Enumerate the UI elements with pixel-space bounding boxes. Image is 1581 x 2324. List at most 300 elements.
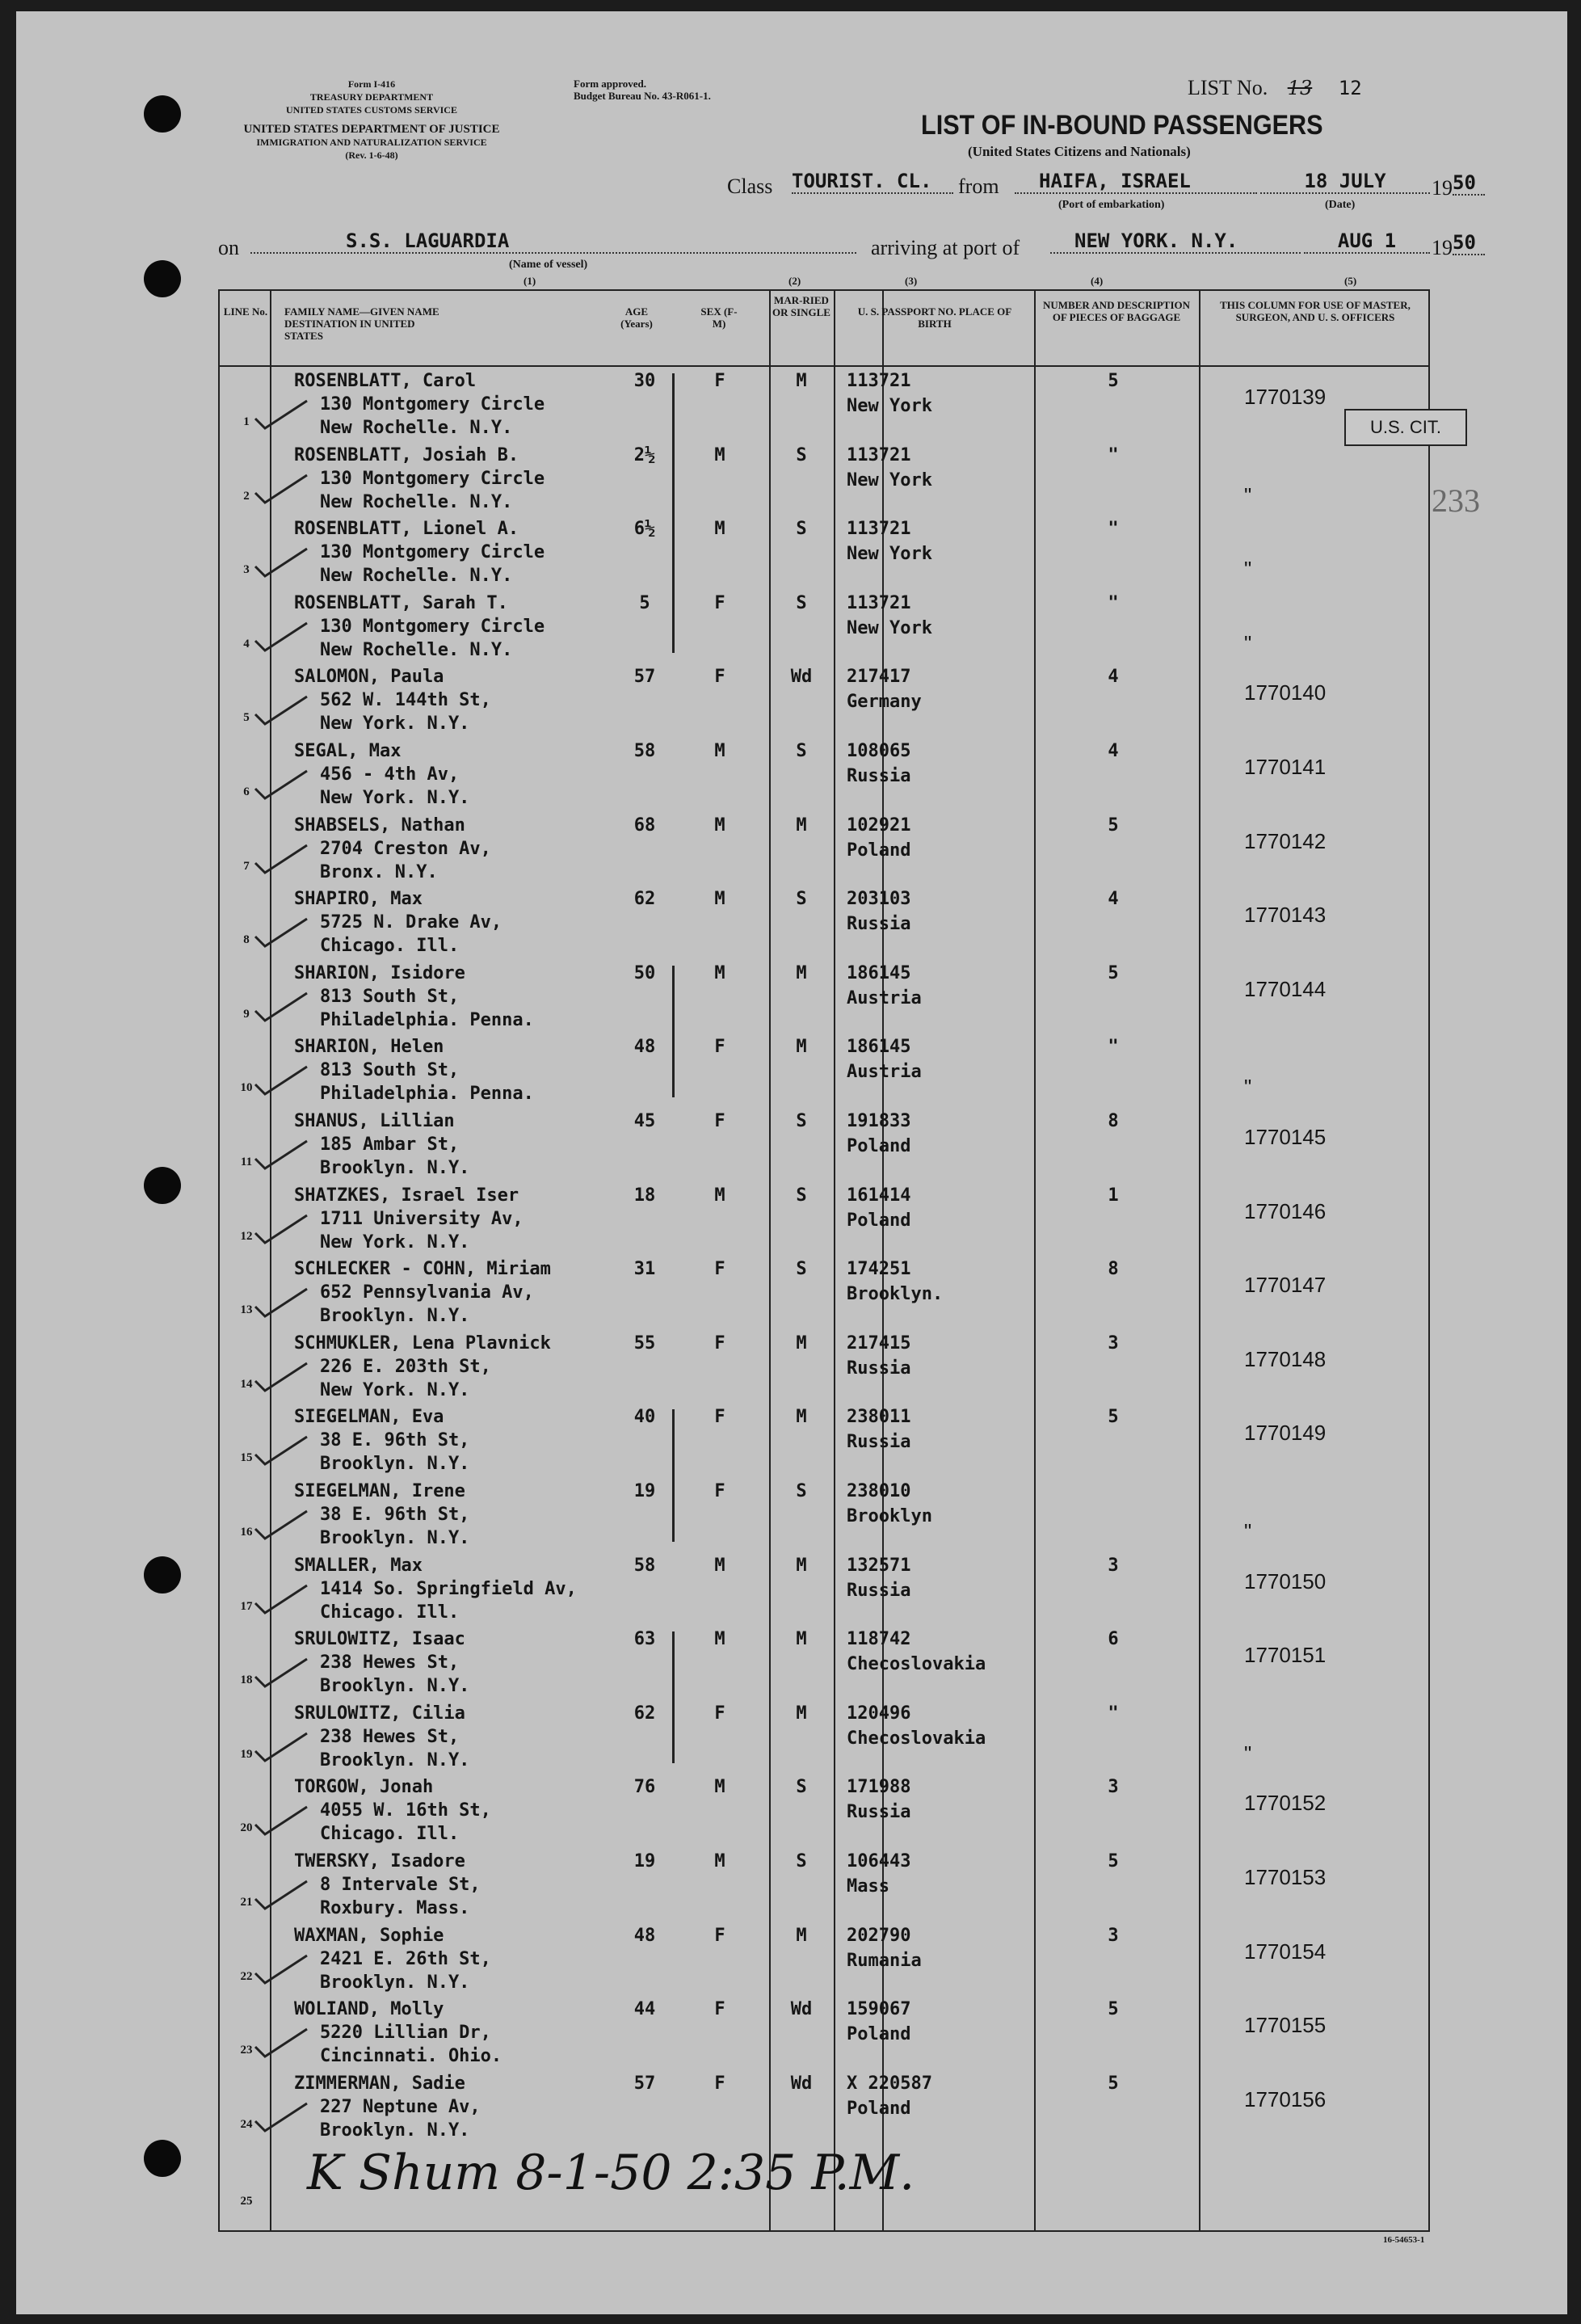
address-city: Chicago. Ill. xyxy=(320,1824,460,1845)
line-number: 20 xyxy=(240,1821,253,1835)
place-of-birth: New York xyxy=(847,469,932,490)
approved-text: Form approved. xyxy=(574,78,647,90)
address-city: Chicago. Ill. xyxy=(320,936,460,957)
sex: F xyxy=(714,592,725,613)
address-city: Brooklyn. N.Y. xyxy=(320,1972,470,1993)
age: 62 xyxy=(633,1703,656,1724)
address-street: 813 South St, xyxy=(320,1060,460,1081)
table-row xyxy=(220,885,1428,959)
page-title: LIST OF IN-BOUND PASSENGERS xyxy=(921,110,1323,141)
th-name: FAMILY NAME—GIVEN NAME DESTINATION IN UNITED STATES xyxy=(284,305,439,342)
sex: F xyxy=(714,1259,725,1280)
address-street: 238 Hewes St, xyxy=(320,1726,460,1747)
baggage-count: 8 xyxy=(1108,1111,1119,1131)
binder-hole xyxy=(144,260,181,297)
binder-hole xyxy=(144,1556,181,1594)
passenger-name: SHARION, Helen xyxy=(294,1037,444,1058)
officer-note: 1770154 xyxy=(1244,1939,1327,1964)
sex: F xyxy=(714,2073,725,2094)
checkmark-icon xyxy=(254,1952,310,1985)
place-of-birth: Russia xyxy=(847,1802,911,1823)
line-number: 21 xyxy=(240,1896,253,1909)
officer-note: " xyxy=(1244,1519,1252,1543)
sex: F xyxy=(714,1111,725,1131)
marital-status: M xyxy=(796,962,807,983)
baggage-count: 4 xyxy=(1108,667,1119,688)
age: 48 xyxy=(633,1037,656,1058)
sex: M xyxy=(714,1777,725,1798)
age: 45 xyxy=(633,1111,656,1131)
passenger-name: SIEGELMAN, Irene xyxy=(294,1481,465,1501)
checkmark-icon xyxy=(254,1360,310,1392)
passport-number: 203103 xyxy=(847,889,911,910)
arrival-year-prefix: 19 xyxy=(1432,236,1453,259)
marital-status: M xyxy=(796,1555,807,1576)
passport-number: 191833 xyxy=(847,1111,911,1131)
address-street: 130 Montgomery Circle xyxy=(320,616,545,637)
address-city: New York. N.Y. xyxy=(320,714,470,735)
address-city: Cincinnati. Ohio. xyxy=(320,2046,502,2067)
page-subtitle: (United States Citizens and Nationals) xyxy=(968,144,1191,159)
place-of-birth: Russia xyxy=(847,1358,911,1379)
place-of-birth: Poland xyxy=(847,2024,911,2045)
marital-status: S xyxy=(796,1777,807,1798)
passenger-name: WOLIAND, Molly xyxy=(294,1999,444,2020)
treasury-dept: TREASURY DEPARTMENT xyxy=(309,91,434,103)
passenger-name: SIEGELMAN, Eva xyxy=(294,1407,444,1428)
table-row xyxy=(220,737,1428,811)
address-street: 185 Ambar St, xyxy=(320,1135,460,1155)
passenger-name: ROSENBLATT, Lionel A. xyxy=(294,519,519,540)
place-of-birth: Russia xyxy=(847,766,911,786)
checkmark-icon xyxy=(254,545,310,578)
baggage-count: 3 xyxy=(1108,1777,1119,1798)
marital-status: S xyxy=(796,741,807,761)
age: 6½ xyxy=(633,519,656,540)
line-number: 23 xyxy=(240,2044,253,2057)
th-sex: SEX (F-M) xyxy=(700,305,738,330)
checkmark-icon xyxy=(254,693,310,726)
table-row xyxy=(220,589,1428,663)
sex: M xyxy=(714,889,725,910)
address-city: New Rochelle. N.Y. xyxy=(320,491,513,512)
checkmark-icon xyxy=(254,2100,310,2132)
address-street: 130 Montgomery Circle xyxy=(320,468,545,489)
marital-status: S xyxy=(796,1185,807,1206)
age: 31 xyxy=(633,1259,656,1280)
document-sheet xyxy=(16,11,1567,2314)
sex: F xyxy=(714,1407,725,1428)
table-row xyxy=(220,1107,1428,1181)
line-number: 24 xyxy=(240,2117,253,2131)
baggage-count: 5 xyxy=(1108,962,1119,983)
line-number: 12 xyxy=(240,1229,253,1243)
family-bracket xyxy=(672,1631,675,1763)
sex: F xyxy=(714,667,725,688)
address-city: Philadelphia. Penna. xyxy=(320,1009,534,1030)
officer-note: 1770152 xyxy=(1244,1791,1327,1816)
passenger-name: SHARION, Isidore xyxy=(294,962,465,983)
table-row xyxy=(220,1699,1428,1774)
line-number-25: 25 xyxy=(240,2195,253,2208)
passenger-name: SCHLECKER - COHN, Miriam xyxy=(294,1259,551,1280)
passenger-name: SALOMON, Paula xyxy=(294,667,444,688)
checkmark-icon xyxy=(254,1434,310,1466)
baggage-count: " xyxy=(1108,444,1119,465)
address-city: Brooklyn. N.Y. xyxy=(320,1306,470,1327)
officer-note: 1770146 xyxy=(1244,1198,1327,1223)
address-street: 130 Montgomery Circle xyxy=(320,542,545,563)
baggage-count: 3 xyxy=(1108,1925,1119,1946)
checkmark-icon xyxy=(254,1508,310,1540)
passport-number: 102921 xyxy=(847,815,911,836)
address-city: New Rochelle. N.Y. xyxy=(320,566,513,587)
ins-service: IMMIGRATION AND NATURALIZATION SERVICE xyxy=(256,137,487,148)
passenger-table xyxy=(218,289,1430,2232)
table-row xyxy=(220,811,1428,886)
officer-note: 1770145 xyxy=(1244,1125,1327,1149)
age: 55 xyxy=(633,1333,656,1354)
officer-note: 1770148 xyxy=(1244,1346,1327,1371)
baggage-count: 4 xyxy=(1108,889,1119,910)
officer-note: 1770151 xyxy=(1244,1643,1327,1668)
sex: M xyxy=(714,444,725,465)
vessel-name: S.S. LAGUARDIA xyxy=(250,229,856,254)
sex: M xyxy=(714,1185,725,1206)
budget-text: Budget Bureau No. 43-R061-1. xyxy=(574,90,711,102)
th-officers: THIS COLUMN FOR USE OF MASTER, SURGEON, AND U. S. OFFICERS xyxy=(1220,299,1411,323)
table-row xyxy=(220,1181,1428,1256)
th-line-no: LINE No. xyxy=(223,305,268,318)
passport-number: 113721 xyxy=(847,371,911,391)
passport-number: 132571 xyxy=(847,1555,911,1576)
sex: M xyxy=(714,815,725,836)
age: 40 xyxy=(633,1407,656,1428)
address-city: Roxbury. Mass. xyxy=(320,1898,470,1918)
revision: (Rev. 1-6-48) xyxy=(345,149,398,161)
address-city: New Rochelle. N.Y. xyxy=(320,418,513,438)
age: 18 xyxy=(633,1185,656,1206)
stamp-text: U.S. CIT. xyxy=(1369,417,1441,437)
age: 30 xyxy=(633,371,656,391)
officer-note: 1770141 xyxy=(1244,755,1327,779)
age: 68 xyxy=(633,815,656,836)
address-city: Brooklyn. N.Y. xyxy=(320,1454,470,1475)
address-street: 227 Neptune Av, xyxy=(320,2096,481,2117)
address-street: 4055 W. 16th St, xyxy=(320,1800,491,1821)
address-city: New York. N.Y. xyxy=(320,788,470,808)
baggage-count: 5 xyxy=(1108,815,1119,836)
baggage-count: 3 xyxy=(1108,1555,1119,1576)
address-street: 38 E. 96th St, xyxy=(320,1505,470,1525)
age: 76 xyxy=(633,1777,656,1798)
line-number: 4 xyxy=(243,637,250,650)
place-of-birth: New York xyxy=(847,617,932,638)
place-of-birth: Russia xyxy=(847,1432,911,1453)
address-street: 2421 E. 26th St, xyxy=(320,1948,491,1969)
from-label: from xyxy=(958,175,999,198)
age: 2½ xyxy=(633,444,656,465)
port-of-embarkation: HAIFA, ISRAEL xyxy=(1015,170,1257,194)
address-street: 1711 University Av, xyxy=(320,1208,523,1229)
port-of-arrival: NEW YORK. N.Y. xyxy=(1050,229,1301,254)
line-number: 9 xyxy=(243,1007,250,1021)
passport-number: 238011 xyxy=(847,1407,911,1428)
passenger-name: SHANUS, Lillian xyxy=(294,1111,455,1131)
address-street: 5725 N. Drake Av, xyxy=(320,912,502,933)
sex: M xyxy=(714,741,725,761)
checkmark-icon xyxy=(254,1656,310,1688)
line-number: 14 xyxy=(240,1377,253,1391)
address-city: Brooklyn. N.Y. xyxy=(320,2120,470,2141)
passenger-name: SMALLER, Max xyxy=(294,1555,423,1576)
line-number: 13 xyxy=(240,1303,253,1317)
baggage-count: 5 xyxy=(1108,1851,1119,1871)
address-city: Chicago. Ill. xyxy=(320,1602,460,1623)
passport-number: 108065 xyxy=(847,741,911,761)
baggage-count: " xyxy=(1108,519,1119,540)
list-no-label: LIST No. xyxy=(1188,76,1268,99)
table-row xyxy=(220,441,1428,516)
address-city: Brooklyn. N.Y. xyxy=(320,1676,470,1697)
table-row xyxy=(220,1477,1428,1551)
age: 63 xyxy=(633,1629,656,1650)
table-row xyxy=(220,1403,1428,1477)
passport-number: 186145 xyxy=(847,1037,911,1058)
checkmark-icon xyxy=(254,1286,310,1318)
passenger-name: ROSENBLATT, Carol xyxy=(294,371,477,391)
form-number: Form I-416 xyxy=(347,78,396,90)
stamp-number: 233 xyxy=(1432,482,1480,519)
officer-note: 1770149 xyxy=(1244,1421,1327,1446)
table-row xyxy=(220,1625,1428,1699)
checkmark-icon xyxy=(254,1138,310,1170)
address-street: 2704 Creston Av, xyxy=(320,838,491,859)
form-approval xyxy=(574,78,711,102)
place-of-birth: Germany xyxy=(847,692,922,713)
place-of-birth: Brooklyn. xyxy=(847,1284,944,1305)
table-row xyxy=(220,959,1428,1034)
place-of-birth: Checoslovakia xyxy=(847,1654,986,1675)
address-city: Brooklyn. N.Y. xyxy=(320,1158,470,1178)
justice-dept: UNITED STATES DEPARTMENT OF JUSTICE xyxy=(243,123,500,136)
footer-code: 16-54653-1 xyxy=(1383,2235,1425,2245)
address-city: New York. N.Y. xyxy=(320,1379,470,1400)
class-label: Class xyxy=(727,175,773,198)
th-baggage: NUMBER AND DESCRIPTION OF PIECES OF BAGGAGE xyxy=(1042,299,1191,323)
baggage-count: 5 xyxy=(1108,2073,1119,2094)
officer-note: 1770143 xyxy=(1244,903,1327,928)
table-row xyxy=(220,1033,1428,1107)
marital-status: S xyxy=(796,889,807,910)
line-number: 10 xyxy=(240,1081,253,1095)
line-number: 6 xyxy=(243,785,250,798)
col-num-1: (1) xyxy=(523,275,536,287)
officer-note: " xyxy=(1244,1075,1252,1100)
sex: F xyxy=(714,1925,725,1946)
address-street: 1414 So. Springfield Av, xyxy=(320,1578,577,1599)
officer-note: 1770147 xyxy=(1244,1273,1327,1298)
passport-number: 186145 xyxy=(847,962,911,983)
place-of-birth: Poland xyxy=(847,1210,911,1231)
table-row xyxy=(220,515,1428,589)
line-number: 3 xyxy=(243,563,250,577)
passenger-name: SRULOWITZ, Cilia xyxy=(294,1703,465,1724)
address-street: 238 Hewes St, xyxy=(320,1652,460,1674)
line-number: 1 xyxy=(243,415,250,428)
arriving-label: arriving at port of xyxy=(871,236,1020,259)
passenger-name: ROSENBLATT, Josiah B. xyxy=(294,444,519,465)
passenger-name: SHAPIRO, Max xyxy=(294,889,423,910)
passenger-name: SRULOWITZ, Isaac xyxy=(294,1629,465,1650)
sex: F xyxy=(714,1333,725,1354)
sex: M xyxy=(714,1555,725,1576)
checkmark-icon xyxy=(254,1730,310,1762)
address-street: 456 - 4th Av, xyxy=(320,764,460,785)
passport-number: 113721 xyxy=(847,519,911,540)
checkmark-icon xyxy=(254,842,310,874)
checkmark-icon xyxy=(254,2026,310,2058)
address-city: New York. N.Y. xyxy=(320,1231,470,1253)
marital-status: S xyxy=(796,519,807,540)
baggage-count: 5 xyxy=(1108,1407,1119,1428)
passenger-name: ROSENBLATT, Sarah T. xyxy=(294,592,508,613)
officer-note: 1770156 xyxy=(1244,2086,1327,2111)
sex: F xyxy=(714,1037,725,1058)
age: 50 xyxy=(633,962,656,983)
marital-status: M xyxy=(796,1333,807,1354)
place-of-birth: Poland xyxy=(847,1136,911,1156)
passenger-name: SCHMUKLER, Lena Plavnick xyxy=(294,1333,551,1354)
passport-number: 217417 xyxy=(847,667,911,688)
sex: F xyxy=(714,371,725,391)
col-num-2: (2) xyxy=(788,275,801,287)
family-bracket xyxy=(672,373,675,653)
checkmark-icon xyxy=(254,1804,310,1836)
passport-number: 106443 xyxy=(847,1851,911,1871)
marital-status: S xyxy=(796,444,807,465)
marital-status: M xyxy=(796,1703,807,1724)
th-age: AGE (Years) xyxy=(620,305,653,330)
passenger-name: SHATZKES, Israel Iser xyxy=(294,1185,519,1206)
address-street: 130 Montgomery Circle xyxy=(320,394,545,415)
passport-number: 238010 xyxy=(847,1481,911,1501)
port-caption: (Port of embarkation) xyxy=(1058,199,1165,211)
passenger-name: TWERSKY, Isadore xyxy=(294,1851,465,1871)
passport-number: 159067 xyxy=(847,1999,911,2020)
baggage-count: 5 xyxy=(1108,1999,1119,2020)
sex: M xyxy=(714,1851,725,1871)
sex: M xyxy=(714,519,725,540)
passenger-name: TORGOW, Jonah xyxy=(294,1777,434,1798)
passport-number: 113721 xyxy=(847,444,911,465)
sex: F xyxy=(714,1703,725,1724)
line-number: 22 xyxy=(240,1969,253,1983)
passport-number: X 220587 xyxy=(847,2073,932,2094)
handwritten-signature-date: K Shum 8-1-50 2:35 P.M. xyxy=(307,2145,915,2201)
binder-hole xyxy=(144,2140,181,2177)
table-row xyxy=(220,2069,1428,2144)
col-num-5: (5) xyxy=(1344,275,1357,287)
place-of-birth: Austria xyxy=(847,987,922,1008)
on-label: on xyxy=(218,236,239,259)
age: 5 xyxy=(639,592,650,613)
marital-status: S xyxy=(796,1481,807,1501)
officer-note: " xyxy=(1244,557,1252,582)
checkmark-icon xyxy=(254,620,310,652)
passport-number: 161414 xyxy=(847,1185,911,1206)
age: 58 xyxy=(633,1555,656,1576)
address-city: Brooklyn. N.Y. xyxy=(320,1749,470,1770)
checkmark-icon xyxy=(254,768,310,800)
place-of-birth: Checoslovakia xyxy=(847,1728,986,1749)
line-number: 11 xyxy=(240,1156,253,1168)
col-num-3: (3) xyxy=(905,275,918,287)
officer-note: " xyxy=(1244,1741,1252,1766)
line-number: 15 xyxy=(240,1451,253,1465)
address-street: 8 Intervale St, xyxy=(320,1875,481,1895)
line-number: 19 xyxy=(240,1747,253,1761)
marital-status: M xyxy=(796,1629,807,1650)
baggage-count: 4 xyxy=(1108,741,1119,761)
list-no-value: 12 xyxy=(1338,77,1362,99)
place-of-birth: Russia xyxy=(847,1580,911,1601)
passport-number: 174251 xyxy=(847,1259,911,1280)
passport-number: 120496 xyxy=(847,1703,911,1724)
place-of-birth: Mass xyxy=(847,1876,889,1897)
table-row xyxy=(220,1551,1428,1626)
col-num-4: (4) xyxy=(1091,275,1104,287)
marital-status: S xyxy=(796,1259,807,1280)
line-number: 5 xyxy=(243,711,250,725)
officer-note: " xyxy=(1244,630,1252,655)
passport-number: 113721 xyxy=(847,592,911,613)
passport-number: 202790 xyxy=(847,1925,911,1946)
officer-note: 1770153 xyxy=(1244,1865,1327,1889)
table-row xyxy=(220,1773,1428,1847)
age: 19 xyxy=(633,1851,656,1871)
address-city: Brooklyn. N.Y. xyxy=(320,1528,470,1548)
passenger-name: SHABSELS, Nathan xyxy=(294,815,465,836)
year-prefix: 19 xyxy=(1432,176,1453,200)
sex: F xyxy=(714,1999,725,2020)
address-city: Bronx. N.Y. xyxy=(320,861,438,882)
family-bracket xyxy=(672,966,675,1097)
list-no-struck: 13 xyxy=(1287,77,1313,99)
baggage-count: 3 xyxy=(1108,1333,1119,1354)
citizenship-stamp xyxy=(1344,409,1467,446)
address-street: 5220 Lillian Dr, xyxy=(320,2023,491,2044)
sex: M xyxy=(714,962,725,983)
baggage-count: " xyxy=(1108,592,1119,613)
age: 48 xyxy=(633,1925,656,1946)
line-number: 8 xyxy=(243,933,250,947)
address-city: Philadelphia. Penna. xyxy=(320,1084,534,1105)
officer-note: 1770150 xyxy=(1244,1568,1327,1594)
checkmark-icon xyxy=(254,1212,310,1244)
baggage-count: " xyxy=(1108,1037,1119,1058)
table-row xyxy=(220,1922,1428,1996)
place-of-birth: Poland xyxy=(847,2098,911,2119)
marital-status: Wd xyxy=(790,1999,813,2020)
family-bracket xyxy=(672,1409,675,1541)
officer-note: 1770139 xyxy=(1244,385,1327,409)
list-number xyxy=(1188,76,1362,100)
place-of-birth: Austria xyxy=(847,1062,922,1083)
date-caption: (Date) xyxy=(1325,199,1356,211)
baggage-count: 5 xyxy=(1108,371,1119,391)
sex: M xyxy=(714,1629,725,1650)
